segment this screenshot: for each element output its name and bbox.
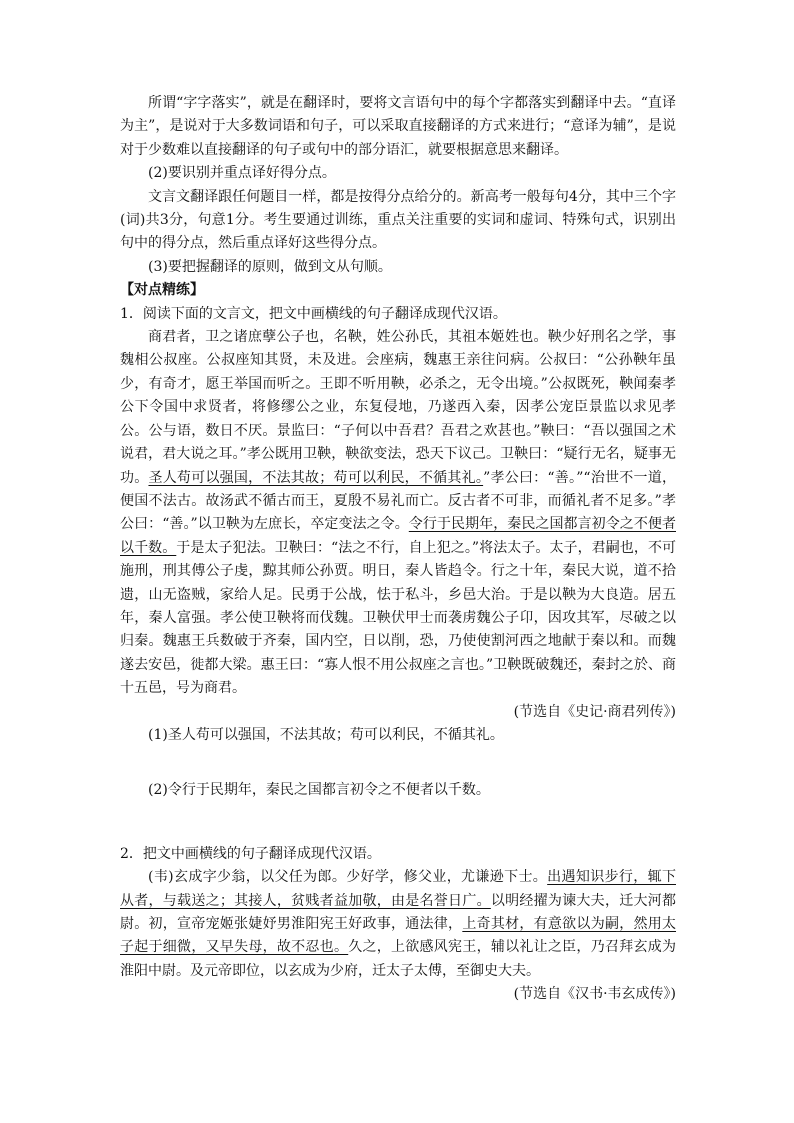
question-2-passage: [120, 866, 676, 983]
passage-text: (韦)玄成字少翁，以父任为郎。少好学，修父业，尤谦逊下士。: [148, 869, 548, 886]
section-heading: 【对点精练】: [120, 282, 204, 299]
sub-question-1: (1)圣人苟可以强国，不法其故；苟可以利民，不循其礼。: [148, 726, 504, 743]
intro-point-3: (3)要把握翻译的原则，做到文从句顺。: [148, 258, 392, 275]
passage-text: 久之，上欲感风宪王，辅以礼让之臣，乃召拜玄成为淮阳中尉。及元帝即位，以玄成为少府，迁太子太傅，至御史大夫。: [120, 939, 677, 979]
intro-paragraph-3: 文言文翻译跟任何题目一样，都是按得分点给分的。新高考一般每句4分，其中三个字(词)共3分，句意1分。考生要通过训练，重点关注重要的实词和虚词、特殊句式，识别出句中的得分点，然后重点译好这些得分点。: [120, 188, 676, 252]
sub-question-2: (2)令行于民期年，秦民之国都言初令之不便者以千数。: [148, 782, 490, 799]
answer-space-2[interactable]: [120, 803, 676, 843]
question-1-passage: [120, 326, 676, 701]
underlined-sentence-1: 出遇知识步行，辄下从者，与载送之；其接人，贫贱者益加敬，由是名誉日广。: [120, 869, 676, 909]
question-2-source: (节选自《汉书·韦玄成传》): [513, 986, 676, 1003]
underlined-sentence-1: 圣人苟可以强国，不法其故；苟可以利民，不循其礼。: [148, 469, 484, 486]
passage-text: 商君者，卫之诸庶孽公子也，名鞅，姓公孙氏，其祖本姬姓也。鞅少好刑名之学，事魏相公叔座。公叔座知其贤，未及进。会座病，魏惠王亲往问病。公叔曰：“公孙鞅年虽少，有奇才，愿王举国而听之。王即不听用鞅，必杀之，无令出境。”公叔既死，鞅闻秦孝公下令国中求贤者，将修缪公之业，东复侵地，乃遂西入秦，因孝公宠臣景监以求见孝公。公与语，数日不厌。景监曰：“子何以中吾君？吾君之欢甚也。”鞅曰：“吾以强国之术说君，君大说之耳。”孝公既用卫鞅，鞅欲变法，恐天下议己。卫鞅曰：“疑行无名，疑事无功。: [120, 329, 676, 486]
intro-paragraph-1: 所谓“字字落实”，就是在翻译时，要将文言语句中的每个字都落实到翻译中去。“直译为主”，是说对于大多数词语和句子，可以采取直接翻译的方式来进行；“意译为辅”，是说对于少数难以直接翻译的句子或句中的部分语汇，就要根据意思来翻译。: [120, 95, 676, 158]
question-1-prompt: 1．阅读下面的文言文，把文中画横线的句子翻译成现代汉语。: [120, 305, 507, 322]
answer-space-1[interactable]: [120, 747, 676, 779]
passage-text: 于是太子犯法。卫鞅曰：“法之不行，自上犯之。”将法太子。太子，君嗣也，不可施刑，刑其傅公子虔，黥其师公孙贾。明日，秦人皆趋令。行之十年，秦民大说，道不拾遗，山无盗贼，家给人足。民勇于公战，怯于私斗，乡邑大治。于是以鞅为大良造。居五年，秦人富强。孝公使卫鞅将而伐魏。卫鞅伏甲士而袭虏魏公子卬，因攻其军，尽破之以归秦。魏惠王兵数破于齐秦，国内空，日以削，恐，乃使使割河西之地献于秦以和。而魏遂去安邑，徙都大梁。惠王曰：“寡人恨不用公叔座之言也。”卫鞅既破魏还，秦封之於、商十五邑，号为商君。: [120, 539, 677, 697]
question-1-source: (节选自《史记·商君列传》): [513, 703, 676, 720]
document-page: [120, 92, 676, 1007]
passage-text: 以明经擢为谏大夫，迁大河都尉。初，宣帝宠姬张婕妤男淮阳宪王好政事，通法律，: [120, 892, 677, 932]
underlined-sentence-2: 上奇其材，有意欲以为嗣，然用太子起于细微，又早失母，故不忍也。: [120, 916, 677, 956]
passage-text: ”孝公曰：“善。”“治世不一道，便国不法古。故汤武不循古而王，夏殷不易礼而亡。反古者不可非，而循礼者不足多。”孝公曰：“善。”以卫鞅为左庶长，卒定变法之令。: [120, 469, 676, 533]
question-2-prompt: 2．把文中画横线的句子翻译成现代汉语。: [120, 845, 381, 862]
intro-point-2: (2)要识别并重点译好得分点。: [148, 165, 336, 182]
underlined-sentence-2: 令行于民期年，秦民之国都言初令之不便者以千数。: [120, 516, 676, 556]
